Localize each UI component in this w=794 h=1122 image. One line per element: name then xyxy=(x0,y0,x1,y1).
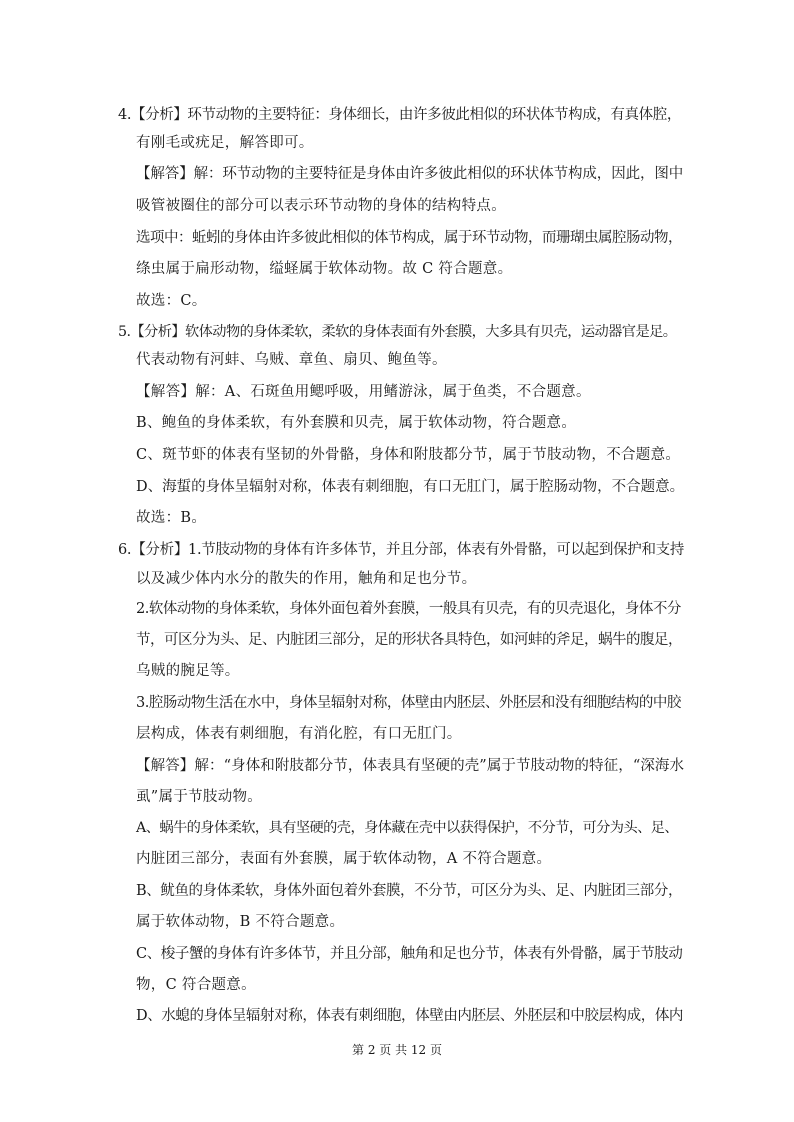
text-line: 故选：C。 xyxy=(136,293,207,309)
text-line: 【解答】解：A、石斑鱼用鳃呼吸，用鳍游泳，属于鱼类，不合题意。 xyxy=(136,384,591,400)
text-line: 绦虫属于扁形动物，缢蛏属于软体动物。故 C 符合题意。 xyxy=(136,261,513,277)
text-line: C、梭子蟹的身体有许多体节，并且分部，触角和足也分节，体表有外骨骼，属于节肢动 xyxy=(136,946,683,962)
text-line: 乌贼的腕足等。 xyxy=(136,663,240,679)
text-line: 4.【分析】环节动物的主要特征：身体细长，由许多彼此相似的环状体节构成，有真体腔， xyxy=(118,107,681,123)
text-line: C、斑节虾的体表有坚韧的外骨骼，身体和附肢都分节，属于节肢动物，不合题意。 xyxy=(136,447,681,463)
text-line: 5.【分析】软体动物的身体柔软，柔软的身体表面有外套膜，大多具有贝壳，运动器官是足。 xyxy=(118,324,677,340)
text-line: 选项中：蚯蚓的身体由许多彼此相似的体节构成，属于环节动物，而珊瑚虫属腔肠动物， xyxy=(136,230,682,246)
text-line: B、鱿鱼的身体柔软，身体外面包着外套膜，不分节，可区分为头、足、内脏团三部分， xyxy=(136,883,683,899)
text-line: 吸管被圈住的部分可以表示环节动物的身体的结构特点。 xyxy=(136,198,506,214)
text-line: 层构成，体表有刺细胞，有消化腔，有口无肛门。 xyxy=(136,726,462,742)
text-line: 3.腔肠动物生活在水中，身体呈辐射对称，体壁由内胚层、外胚层和没有细胞结构的中胶 xyxy=(136,695,681,711)
text-line: 以及减少体内水分的散失的作用，触角和足也分节。 xyxy=(136,571,477,587)
text-line: D、海蜇的身体呈辐射对称，体表有刺细胞，有口无肛门，属于腔肠动物，不合题意。 xyxy=(136,479,685,495)
text-line: 虱”属于节肢动物。 xyxy=(136,789,263,805)
text-line: 有刚毛或疣足，解答即可。 xyxy=(136,135,314,151)
text-line: 2.软体动物的身体柔软，身体外面包着外套膜，一般具有贝壳，有的贝壳退化，身体不分 xyxy=(136,601,681,617)
text-line: 【解答】解：环节动物的主要特征是身体由许多彼此相似的环状体节构成，因此，图中 xyxy=(136,166,684,182)
text-line: 内脏团三部分，表面有外套膜，属于软体动物，A 不符合题意。 xyxy=(136,851,552,867)
text-line: 【解答】解：“身体和附肢都分节，体表具有坚硬的壳”属于节肢动物的特征，“深海水 xyxy=(136,758,685,774)
text-line: 6.【分析】1.节肢动物的身体有许多体节，并且分部，体表有外骨骼，可以起到保护和支持 xyxy=(118,542,685,558)
text-line: A、蜗牛的身体柔软，具有坚硬的壳，身体藏在壳中以获得保护，不分节，可分为头、足、 xyxy=(136,820,679,836)
text-line: 节，可区分为头、足、内脏团三部分，足的形状各具特色，如河蚌的斧足，蜗牛的腹足， xyxy=(136,632,682,648)
text-line: 物，C 符合题意。 xyxy=(136,977,256,993)
text-line: 故选：B。 xyxy=(136,510,207,526)
text-line: B、鲍鱼的身体柔软，有外套膜和贝壳，属于软体动物，符合题意。 xyxy=(136,415,577,431)
text-line: D、水螅的身体呈辐射对称，体表有刺细胞，体壁由内胚层、外胚层和中胶层构成，体内 xyxy=(136,1008,684,1024)
text-line: 代表动物有河蚌、乌贼、章鱼、扇贝、鲍鱼等。 xyxy=(136,352,447,368)
text-line: 属于软体动物，B 不符合题意。 xyxy=(136,914,345,930)
page-footer: 第 2 页 共 12 页 xyxy=(352,1043,442,1057)
